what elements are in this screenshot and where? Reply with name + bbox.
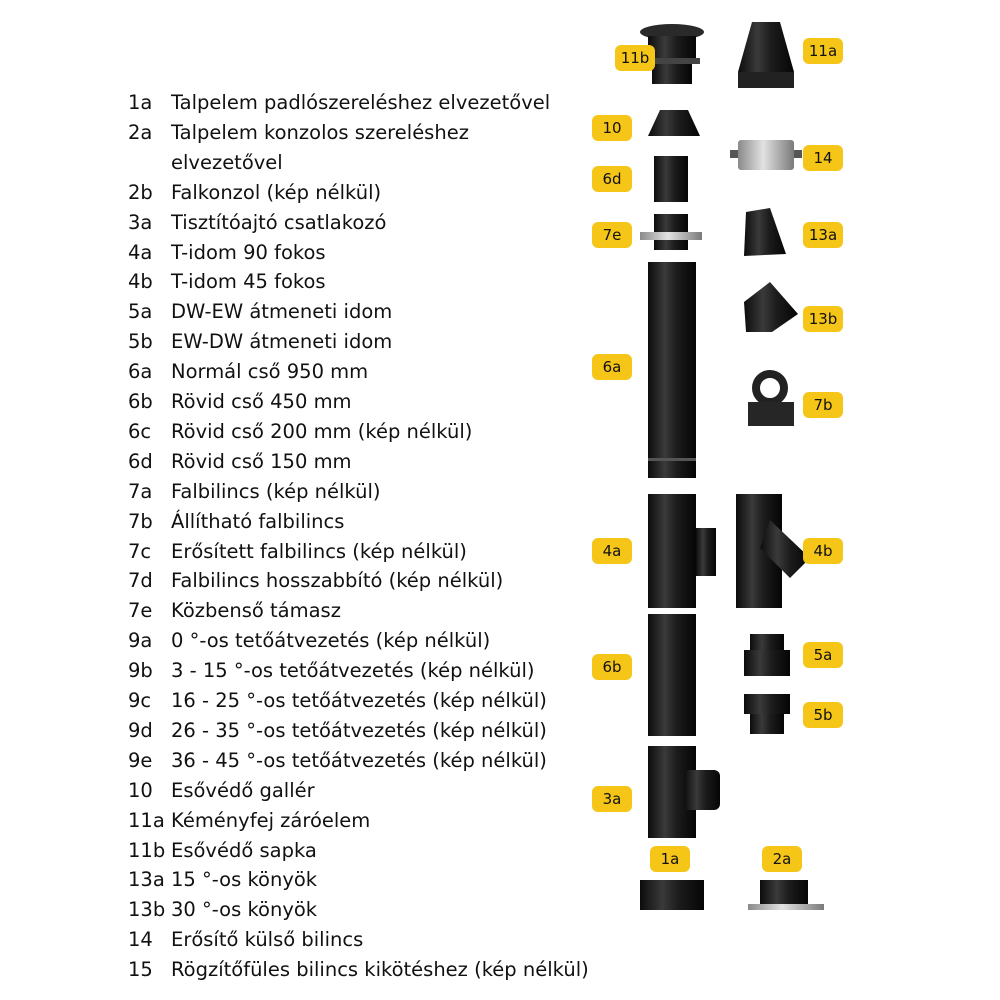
legend-code: 7d — [128, 569, 153, 593]
legend-code: 2b — [128, 180, 153, 204]
tag-5a: 5a — [803, 642, 843, 668]
tag-3a: 3a — [592, 786, 632, 812]
legend-code: 7b — [128, 509, 153, 533]
normal-pipe-6a — [648, 262, 696, 478]
rain-collar-10 — [648, 110, 700, 136]
tag-7b: 7b — [803, 392, 843, 418]
legend-description: 26 - 35 °-os tetőátvezetés (kép nélkül) — [171, 718, 547, 742]
legend-description: Közbenső támasz — [171, 599, 341, 623]
legend-code: 9a — [128, 629, 153, 653]
tag-14: 14 — [803, 145, 843, 171]
legend-code: 13a — [128, 868, 165, 892]
legend-description: T-idom 45 fokos — [171, 270, 326, 294]
legend-description: elvezetővel — [171, 150, 283, 174]
reinforcing-clamp-14 — [730, 140, 802, 170]
legend-code: 4a — [128, 240, 153, 264]
elbow-30-13b — [744, 282, 798, 332]
legend-code: 7e — [128, 599, 153, 623]
adjustable-wall-bracket-7b — [748, 374, 794, 426]
legend-description: 30 °-os könyök — [171, 898, 318, 922]
legend-description: Erősített falbilincs (kép nélkül) — [171, 539, 467, 563]
short-pipe-6d — [654, 156, 688, 202]
legend-description: DW-EW átmeneti idom — [171, 300, 393, 324]
tag-1a: 1a — [650, 846, 690, 872]
legend-code: 15 — [128, 958, 153, 982]
legend-code: 9b — [128, 659, 153, 683]
legend-code: 9c — [128, 689, 152, 712]
legend-code: 14 — [128, 928, 153, 952]
legend-description: Rövid cső 150 mm — [171, 449, 352, 473]
legend-description: EW-DW átmeneti idom — [171, 330, 393, 354]
legend-code: 11a — [128, 808, 165, 832]
legend-description: Talpelem konzolos szereléshez — [171, 120, 469, 144]
tag-13b: 13b — [803, 306, 843, 332]
tag-7e: 7e — [592, 222, 632, 248]
legend-description: Rögzítőfüles bilincs kikötéshez (kép nélkül) — [171, 958, 589, 982]
legend-description: 15 °-os könyök — [171, 868, 318, 892]
legend-description: Talpelem padlószereléshez elvezetővel — [171, 91, 551, 114]
dw-ew-transition-5a — [744, 634, 790, 676]
tag-13a: 13a — [803, 222, 843, 248]
legend-code: 6a — [128, 360, 153, 384]
legend-description: Kéményfej záróelem — [171, 808, 371, 832]
legend-code: 11b — [128, 838, 166, 862]
legend-code: 6c — [128, 419, 152, 443]
bracket-base-2a — [748, 880, 824, 910]
tag-5b: 5b — [803, 702, 843, 728]
legend-description: 0 °-os tetőátvezetés (kép nélkül) — [171, 629, 491, 653]
legend-code: 13b — [128, 898, 166, 922]
legend-code: 10 — [128, 778, 153, 802]
tag-6a: 6a — [592, 354, 632, 380]
legend-description: Normál cső 950 mm — [171, 360, 369, 384]
legend-description: Rövid cső 200 mm (kép nélkül) — [171, 419, 473, 443]
tag-11a: 11a — [803, 38, 843, 64]
legend-code: 5b — [128, 330, 153, 354]
legend-description: Tisztítóajtó csatlakozó — [171, 210, 387, 234]
intermediate-support-7e — [640, 214, 702, 250]
legend-description: Erősítő külső bilincs — [171, 928, 364, 952]
ew-dw-transition-5b — [744, 694, 790, 734]
legend-code: 2a — [128, 120, 153, 144]
legend-description: 36 - 45 °-os tetőátvezetés (kép nélkül) — [171, 748, 547, 772]
legend-description: 16 - 25 °-os tetőátvezetés (kép nélkül) — [171, 689, 547, 712]
legend-description: T-idom 90 fokos — [171, 240, 326, 264]
legend-description: Falbilincs hosszabbító (kép nélkül) — [171, 569, 504, 593]
legend-code: 9d — [128, 718, 153, 742]
legend-code: 7a — [128, 479, 153, 503]
legend-description: Esővédő sapka — [171, 838, 317, 862]
tag-4b: 4b — [803, 538, 843, 564]
legend-code: 5a — [128, 300, 153, 324]
legend-description: 3 - 15 °-os tetőátvezetés (kép nélkül) — [171, 659, 535, 683]
legend-description: Falbilincs (kép nélkül) — [171, 479, 381, 503]
chimney-head-11a — [738, 22, 794, 88]
tag-11b: 11b — [615, 45, 655, 71]
tag-6b: 6b — [592, 654, 632, 680]
legend-code: 6d — [128, 449, 153, 473]
tag-6d: 6d — [592, 166, 632, 192]
cleaning-door-connector-3a — [648, 746, 720, 838]
legend-code: 6b — [128, 390, 153, 413]
legend-description: Állítható falbilincs — [171, 509, 345, 533]
elbow-15-13a — [744, 208, 786, 256]
legend-code: 9e — [128, 748, 153, 772]
legend-description: Esővédő gallér — [171, 778, 315, 802]
legend-code: 4b — [128, 270, 153, 294]
legend-description: Falkonzol (kép nélkül) — [171, 180, 382, 204]
floor-base-1a — [640, 880, 704, 910]
tag-2a: 2a — [762, 846, 802, 872]
tee-45-4b — [736, 494, 810, 608]
legend-code: 7c — [128, 539, 152, 563]
legend-code: 3a — [128, 210, 153, 234]
short-pipe-6b — [648, 614, 696, 736]
tee-90-4a — [648, 494, 716, 608]
legend-code: 1a — [128, 91, 153, 114]
tag-4a: 4a — [592, 538, 632, 564]
tag-10: 10 — [592, 115, 632, 141]
legend-description: Rövid cső 450 mm — [171, 390, 352, 413]
